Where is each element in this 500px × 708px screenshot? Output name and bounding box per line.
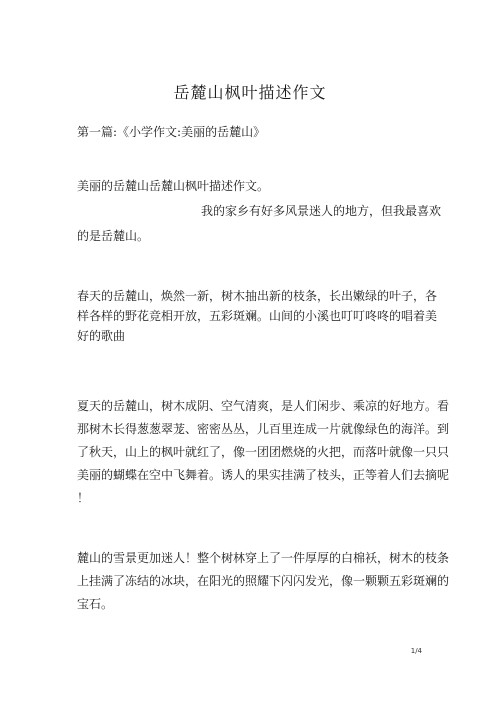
para2-line: 好的歌曲 xyxy=(77,329,126,343)
para3-line: 那树木长得葱葱翠茏、密密丛丛，儿百里连成一片就像绿色的海洋。到 xyxy=(77,422,450,436)
para2-line: 样各样的野花竞相开放，五彩斑斓。山间的小溪也叮叮咚咚的唱着美 xyxy=(77,309,438,323)
para2-line: 春天的岳麓山，焕然一新，树木抽出新的枝条，长出嫩绿的叶子，各 xyxy=(77,289,438,303)
document-title: 岳麓山枫叶描述作文 xyxy=(173,83,327,102)
section-heading: 第一篇:《小学作文:美丽的岳麓山》 xyxy=(77,125,266,139)
para3-line: 夏天的岳麓山，树木成阴、空气清爽，是人们闲步、乘凉的好地方。看 xyxy=(77,399,450,413)
page-number: 1/4 xyxy=(410,647,422,655)
para3-line: 美丽的蝴蝶在空中飞舞着。诱人的果实挂满了枝头，正等着人们去摘呢 xyxy=(77,468,450,482)
para3-line: ！ xyxy=(77,491,90,505)
para4-line: 上挂满了冻结的冰块，在阳光的照耀下闪闪发光，像一颗颗五彩斑斓的 xyxy=(77,574,450,588)
intro-line: 美丽的岳麓山岳麓山枫叶描述作文。 xyxy=(77,179,270,193)
para4-line: 麓山的雪景更加迷人！整个树林穿上了一件厚厚的白棉袄，树木的枝条 xyxy=(77,551,450,565)
para1-line: 我的家乡有好多风景迷人的地方，但我最喜欢 xyxy=(201,204,442,218)
para3-line: 了秋天，山上的枫叶就红了，像一团团燃烧的火把，而落叶就像一只只 xyxy=(77,445,450,459)
para1-line: 的是岳麓山。 xyxy=(77,229,150,243)
para4-line: 宝石。 xyxy=(77,597,114,611)
